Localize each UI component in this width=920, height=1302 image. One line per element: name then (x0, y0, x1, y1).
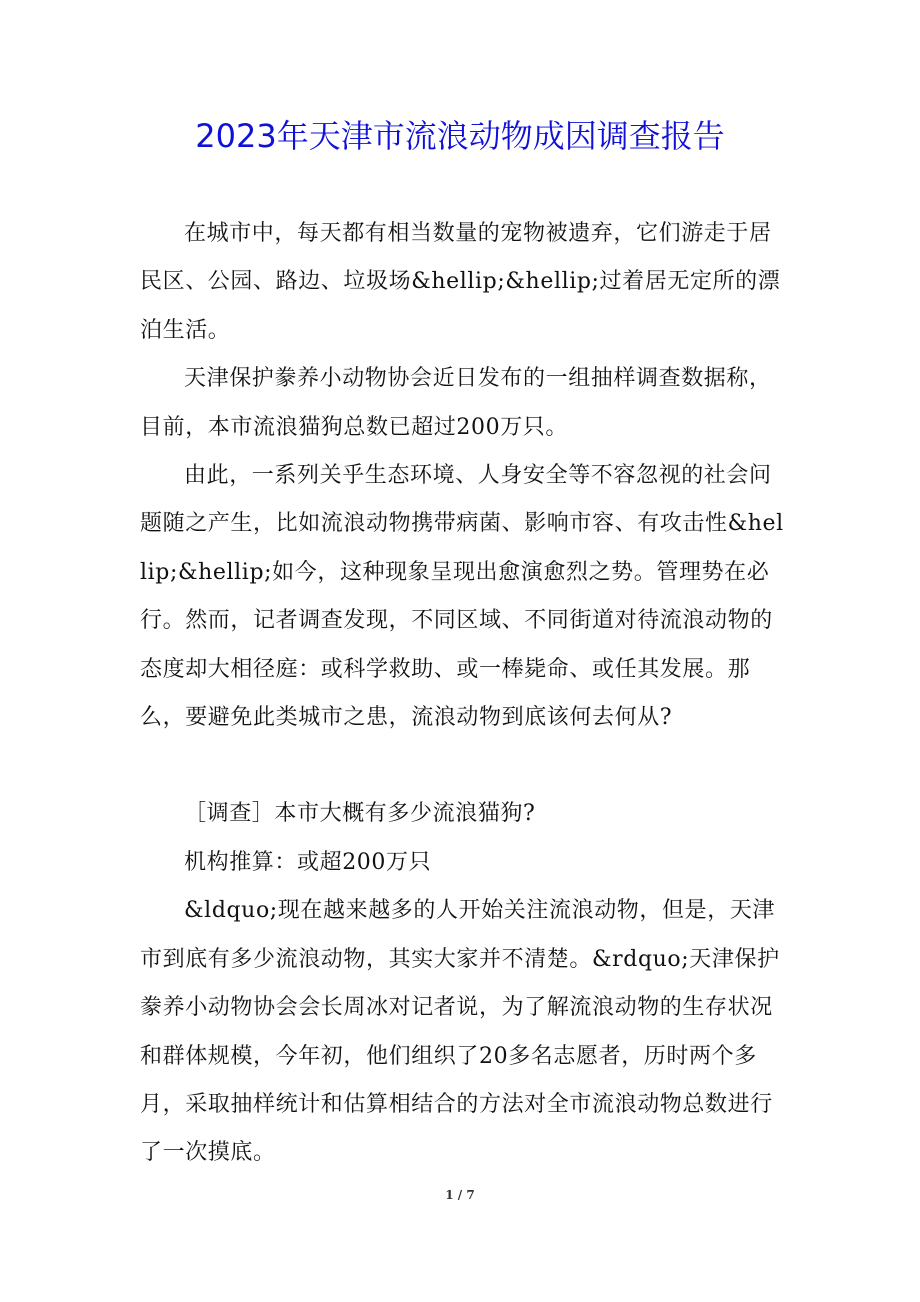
paragraph-social-issues: 由此，一系列关乎生态环境、人身安全等不容忽视的社会问题随之产生，比如流浪动物携带病菌、影响市容、有攻击性&hellip;&hellip;如今，这种现象呈现出愈演愈烈之势。管理势在必行。然而，记者调查发现，不同区域、不同街道对待流浪动物的态度却大相径庭：或科学救助、或一棒毙命、或任其发展。那么，要避免此类城市之患，流浪动物到底该何去何从? (140, 463, 784, 731)
document-body (140, 210, 790, 1178)
page-number: 1 / 7 (445, 1188, 475, 1202)
paragraph-association-quote: &ldquo;现在越来越多的人开始关注流浪动物，但是，天津市到底有多少流浪动物，其实大家并不清楚。&rdquo;天津保护豢养小动物协会会长周冰对记者说，为了解流浪动物的生存状况和群体规模，今年初，他们组织了20多名志愿者，历时两个多月，采取抽样统计和估算相结合的方法对全市流浪动物总数进行了一次摸底。 (140, 898, 780, 1166)
document-title: 2023年天津市流浪动物成因调查报告 (195, 117, 725, 155)
section-subheading-estimate: 机构推算：或超200万只 (184, 849, 432, 875)
paragraph-intro: 在城市中，每天都有相当数量的宠物被遗弃，它们游走于居民区、公园、路边、垃圾场&hellip;&hellip;过着居无定所的漂泊生活。 (140, 221, 781, 343)
paragraph-survey-data: 天津保护豢养小动物协会近日发布的一组抽样调查数据称，目前，本市流浪猫狗总数已超过200万只。 (140, 366, 772, 440)
section-heading-survey: ［调查］本市大概有多少流浪猫狗? (184, 801, 536, 827)
paragraph-gap (140, 742, 790, 790)
